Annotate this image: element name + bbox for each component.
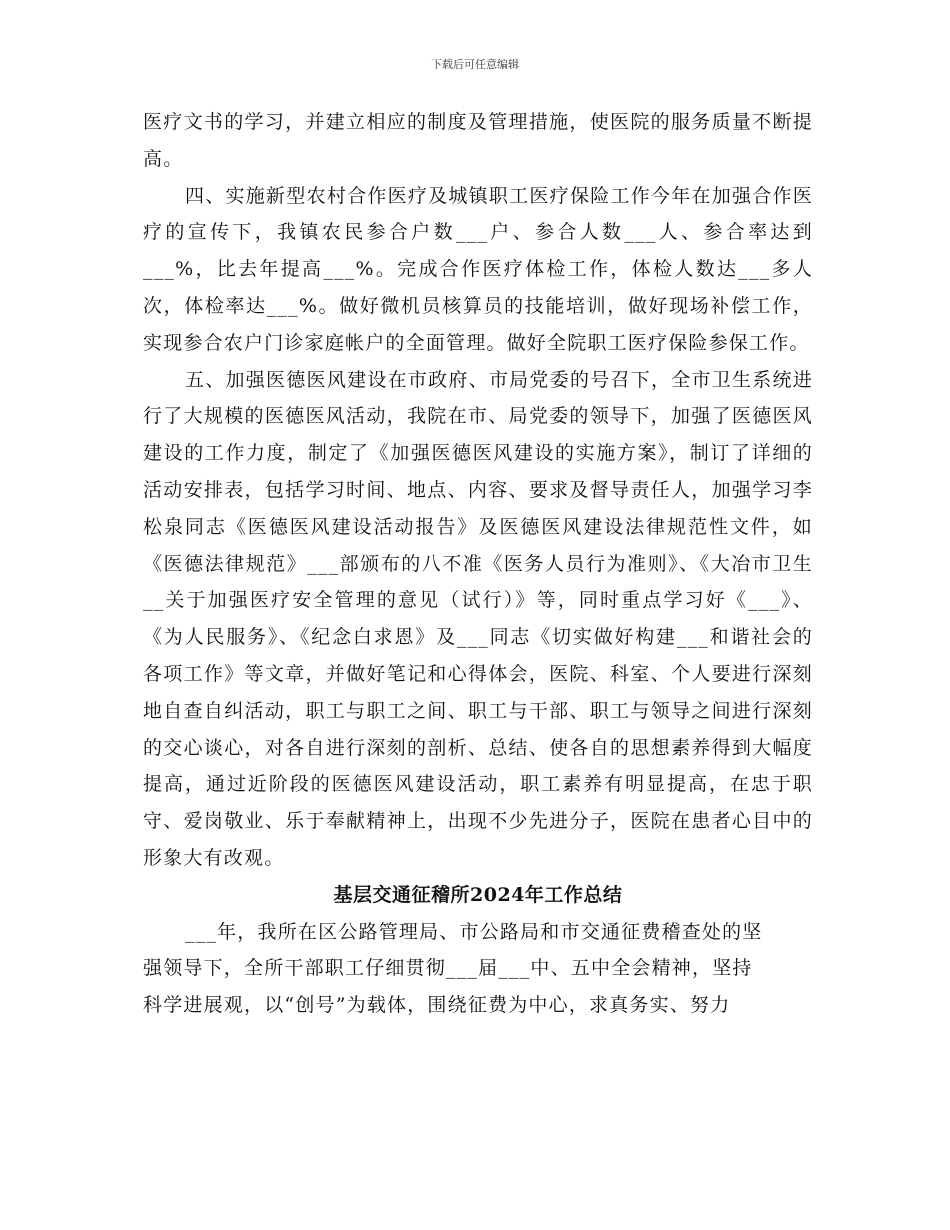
page-header-note: 下载后可任意编辑 [431, 58, 519, 71]
document-body [143, 104, 813, 1024]
paragraph-section-five: 五、加强医德医风建设在市政府、市局党委的号召下，全市卫生系统进行了大规模的医德医风活动，我院在市、局党委的领导下，加强了医德医风建设的工作力度，制定了《加强医德医风建设的实施方案》，制订了详细的活动安排表，包括学习时间、地点、内容、要求及督导责任人，加强学习李松泉同志《医德医风建设活动报告》及医德医风建设法律规范性文件，如《医德法律规范》___部颁布的八不准《医务人员行为准则》、《大冶市卫生__关于加强医疗安全管理的意见（试行）》等，同时重点学习好《___》、《为人民服务》、《纪念白求恩》及___同志《切实做好构建___和谐社会的各项工作》等文章，并做好笔记和心得体会，医院、科室、个人要进行深刻地自查自纠活动，职工与职工之间、职工与干部、职工与领导之间进行深刻的交心谈心，对各自进行深刻的剖析、总结、使各自的思想素养得到大幅度提高，通过近阶段的医德医风建设活动，职工素养有明显提高，在忠于职守、爱岗敬业、乐于奉献精神上，出现不少先进分子，医院在患者心目中的形象大有改观。 [143, 368, 813, 869]
summary-line-1: ___年，我所在区公路管理局、市公路局和市交通征费稽查处的坚 [185, 920, 763, 943]
summary-line-3: 科学进展观，以“创号”为载体，围绕征费为中心，求真务实、努力 [143, 994, 731, 1017]
paragraph-continuation: 医疗文书的学习，并建立相应的制度及管理措施，使医院的服务质量不断提高。 [143, 111, 813, 170]
paragraph-section-four: 四、实施新型农村合作医疗及城镇职工医疗保险工作今年在加强合作医疗的宣传下，我镇农民参合户数___户、参合人数___人、参合率达到___%，比去年提高___%。完成合作医疗体检工作，体检人数达___多人次，体检率达___%。做好微机员核算员的技能培训，做好现场补偿工作，实现参合农户门诊家庭帐户的全面管理。做好全院职工医疗保险参保工作。 [143, 184, 813, 354]
section-title: 基层交通征稽所2024年工作总结 [333, 883, 623, 906]
summary-line-2: 强领导下，全所干部职工仔细贯彻___届___中、五中全会精神，坚持 [143, 957, 753, 980]
